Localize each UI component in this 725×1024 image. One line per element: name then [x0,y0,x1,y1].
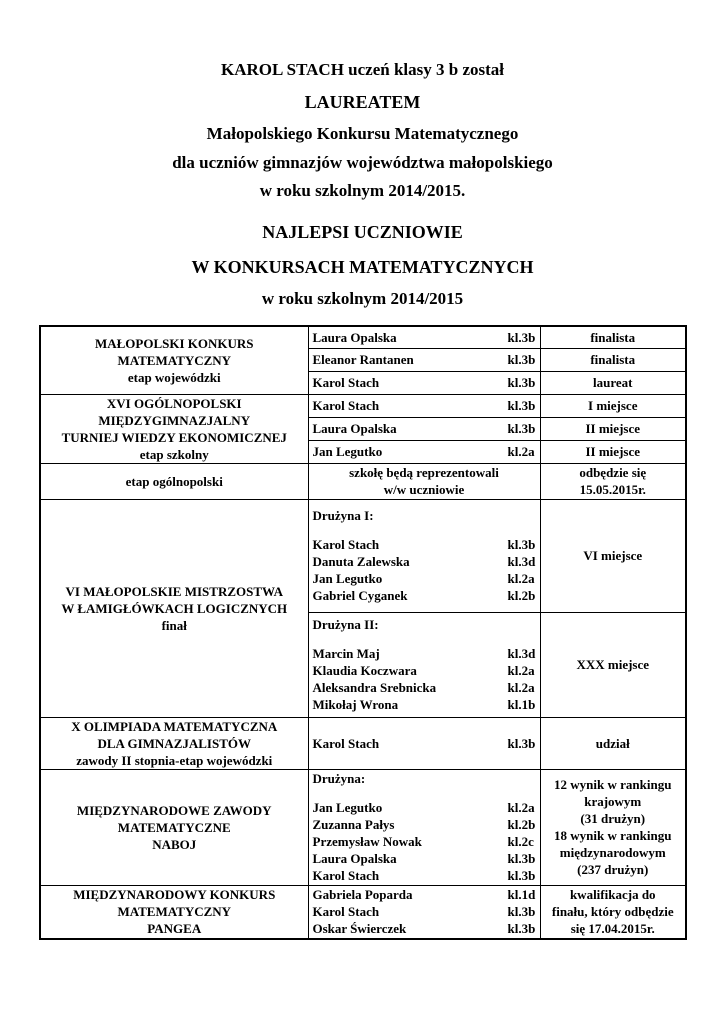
result-cell: II miejsce [540,440,686,463]
results-table [39,325,687,940]
header-line-3: Małopolskiego Konkursu Matematycznego [206,124,519,143]
result-cell: kwalifikacja do finału, który odbędzie się 17.04.2015r. [540,885,686,939]
table-row [40,394,686,417]
table-row [40,885,686,939]
header-line-5: w roku szkolnym 2014/2015. [259,181,466,200]
participant-cell: Karol Stach kl.3b [308,371,540,394]
table-row [40,769,686,885]
competition-cell: X OLIMPIADA MATEMATYCZNA DLA GIMNAZJALISTÓW zawody II stopnia-etap wojewódzki [40,717,308,769]
participant-cell: szkołę będą reprezentowali w/w uczniowie [308,463,540,499]
participant-cell: Laura Opalska kl.3b [308,417,540,440]
result-cell: II miejsce [540,417,686,440]
result-cell: XXX miejsce [540,612,686,717]
table-row [40,717,686,769]
result-cell: finalista [540,326,686,348]
participant-cell: Jan Legutko kl.2a [308,440,540,463]
competition-cell: etap ogólnopolski [40,463,308,499]
participant-cell: Drużyna I: Karol Stach kl.3b Danuta Zalewska kl.3d Jan Legutko kl.2a Gabriel Cyganek kl.2b [308,499,540,612]
participant-cell: Eleanor Rantanen kl.3b [308,348,540,371]
table-row [40,463,686,499]
participant-cell: Drużyna: Jan Legutko kl.2a Zuzanna Pałys kl.2b Przemysław Nowak kl.2c Laura Opalska kl.3b Karol Stach kl.3b [308,769,540,885]
competition-cell: MIĘDZYNARODOWE ZAWODY MATEMATYCZNE NABOJ [40,769,308,885]
header-line-8: w roku szkolnym 2014/2015 [261,289,464,308]
participant-cell: Karol Stach kl.3b [308,717,540,769]
participant-cell: Laura Opalska kl.3b [308,326,540,348]
table-row [40,326,686,348]
competition-cell: MAŁOPOLSKI KONKURS MATEMATYCZNY etap wojewódzki [40,326,308,394]
result-cell: odbędzie się 15.05.2015r. [540,463,686,499]
header-line-7: W KONKURSACH MATEMATYCZNYCH [191,257,534,277]
participant-cell: Drużyna II: Marcin Maj kl.3d Klaudia Koczwara kl.2a Aleksandra Srebnicka kl.2a Mikołaj Wrona kl.1b [308,612,540,717]
competition-cell: VI MAŁOPOLSKIE MISTRZOSTWA W ŁAMIGŁÓWKACH LOGICZNYCH finał [40,499,308,717]
result-cell: VI miejsce [540,499,686,612]
participant-cell: Karol Stach kl.3b [308,394,540,417]
result-cell: laureat [540,371,686,394]
competition-cell: MIĘDZYNARODOWY KONKURS MATEMATYCZNY PANGEA [40,885,308,939]
header-line-4: dla uczniów gimnazjów województwa małopolskiego [172,153,553,172]
result-cell: finalista [540,348,686,371]
table-row [40,499,686,612]
result-cell: I miejsce [540,394,686,417]
competition-cell: XVI OGÓLNOPOLSKI MIĘDZYGIMNAZJALNY TURNIEJ WIEDZY EKONOMICZNEJ etap szkolny [40,394,308,463]
header-line-1: KAROL STACH uczeń klasy 3 b został [220,60,505,79]
header-line-2: LAUREATEM [304,92,421,112]
participant-cell: Gabriela Poparda kl.1d Karol Stach kl.3b Oskar Świerczek kl.3b [308,885,540,939]
result-cell: 12 wynik w rankingu krajowym (31 drużyn) 18 wynik w rankingu międzynarodowym (237 drużyn) [540,769,686,885]
header-line-6: NAJLEPSI UCZNIOWIE [262,222,463,242]
result-cell: udział [540,717,686,769]
